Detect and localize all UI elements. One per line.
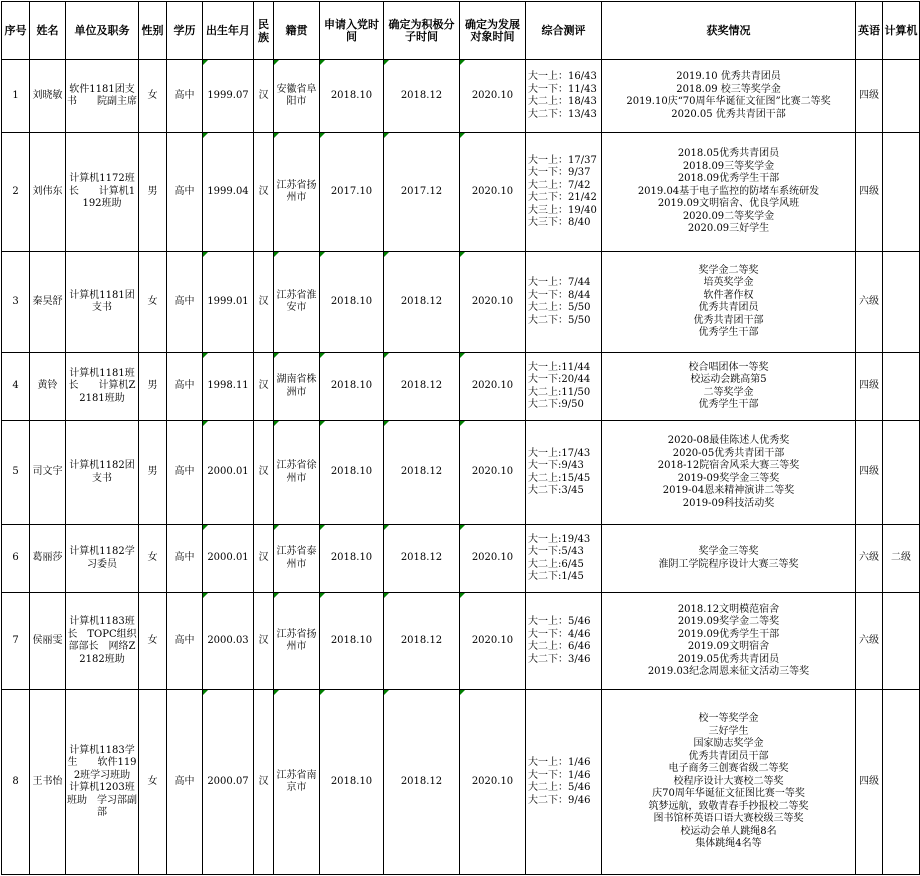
activist-date-cell: 2018.12 [384,421,460,525]
english-level-cell: 六级 [856,593,883,690]
row-number: 2 [2,133,30,252]
party-candidate-table [1,1,920,875]
party-application-date-cell: 2018.10 [320,593,384,690]
awards-cell [602,353,856,421]
header-cell: 性别 [139,2,167,60]
activist-date-cell: 2018.12 [384,525,460,593]
header-cell: 确定为发展对象时间 [460,2,526,60]
evaluation-item: 大二上:11/50 [528,386,591,398]
header-row [2,2,920,60]
evaluation-item: 大一下:5/43 [528,546,584,557]
education-cell: 高中 [167,252,203,353]
evaluation-cell [526,593,602,690]
evaluation-item: 大二下：5/50 [528,314,591,326]
evaluation-item: 大一上：1/46 [528,757,591,768]
activist-date-cell: 2018.12 [384,252,460,353]
birth-date-cell: 2000.07 [203,690,254,875]
award-item: 庆70周年华诞征文征图比赛一等奖 [652,788,805,800]
english-level-cell: 四级 [856,133,883,252]
gender-cell: 男 [139,353,167,421]
row-number: 7 [2,593,30,690]
native-place-cell: 江苏省淮安市 [274,252,320,353]
header-cell: 获奖情况 [602,2,856,60]
evaluation-item: 大二下:1/45 [528,571,584,582]
unit-position-cell: 软件1181团支书 院副主席 [66,60,139,133]
ethnicity-cell: 汉 [254,525,274,593]
award-item: 二等奖学金 [703,386,754,398]
table-row [2,421,920,525]
gender-cell: 女 [139,252,167,353]
evaluation-item: 大一下：9/37 [528,167,591,178]
activist-date-cell: 2018.12 [384,593,460,690]
unit-position-cell: 计算机1182学习委员 [66,525,139,593]
activist-date-cell: 2018.12 [384,60,460,133]
evaluation-cell [526,252,602,353]
header-cell [254,2,274,60]
party-application-date-cell: 2018.10 [320,252,384,353]
award-item: 2018-12院宿舍风采大赛三等奖 [657,460,800,471]
evaluation-item: 大二下：9/46 [528,794,591,806]
row-number: 1 [2,60,30,133]
evaluation-item: 大一下：11/43 [528,83,597,95]
evaluation-item: 大二上:15/45 [528,472,591,484]
native-place-cell: 安徽省阜阳市 [274,60,320,133]
award-item: 2019.10庆“70周年华诞征文征图”比赛二等奖 [626,96,831,107]
award-item: 2020-08最佳陈述人优秀奖 [667,435,790,446]
award-item: 2018.12文明模范宿舍 [677,603,780,615]
computer-level-cell [883,60,920,133]
ethnicity-cell: 汉 [254,252,274,353]
award-item: 淮阴工学院程序设计大赛三等奖 [658,558,799,570]
name-cell: 刘伟东 [30,133,66,252]
ethnicity-cell: 汉 [254,690,274,875]
computer-level-cell [883,593,920,690]
table-row [2,60,920,133]
party-application-date-cell: 2018.10 [320,525,384,593]
award-item: 2019.09文明宿舍 [687,641,770,652]
awards-cell [602,525,856,593]
gender-cell: 男 [139,133,167,252]
award-item: 校合唱团体一等奖 [688,361,769,373]
award-item: 2019-09科技活动奖 [682,497,775,509]
evaluation-item: 大二上：7/42 [528,179,591,191]
evaluation-item: 大一下：4/46 [528,628,591,640]
name-cell: 刘晓敏 [30,60,66,133]
row-number: 4 [2,353,30,421]
award-item: 2018.05优秀共青团员 [677,148,780,160]
header-cell: 计算机 [883,2,920,60]
awards-cell [602,593,856,690]
party-application-date-cell: 2018.10 [320,421,384,525]
award-item: 优秀学生干部 [698,327,759,338]
award-item: 2018.09三等奖学金 [682,160,775,172]
evaluation-cell [526,525,602,593]
english-level-cell: 四级 [856,353,883,421]
activist-date-cell: 2018.12 [384,690,460,875]
development-target-date-cell: 2020.10 [460,133,526,252]
unit-position-cell: 计算机1183班长 TOPC组织部部长 网络Z2182班助 [66,593,139,690]
award-item: 2019.09文明宿舍、优良学风班 [657,198,800,210]
award-item: 2019.03纪念周恩来征文活动三等奖 [647,666,810,677]
table-row [2,525,920,593]
birth-date-cell: 2000.03 [203,593,254,690]
evaluation-item: 大一上：17/37 [528,154,597,166]
evaluation-item: 大二上：5/46 [528,782,591,793]
award-item: 优秀共青团员干部 [688,750,769,762]
award-item: 图书馆杯英语口语大赛校级三等奖 [653,813,804,825]
birth-date-cell: 1999.04 [203,133,254,252]
name-cell: 王书怡 [30,690,66,875]
birth-date-cell: 1998.11 [203,353,254,421]
unit-position-cell: 计算机1172班长 计算机1192班助 [66,133,139,252]
education-cell: 高中 [167,421,203,525]
evaluation-item: 大二下:9/50 [528,399,584,410]
native-place-cell: 江苏省南京市 [274,690,320,875]
english-level-cell: 六级 [856,525,883,593]
native-place-cell: 江苏省扬州市 [274,133,320,252]
name-cell: 秦昊舒 [30,252,66,353]
education-cell: 高中 [167,525,203,593]
computer-level-cell [883,690,920,875]
activist-date-cell: 2018.12 [384,353,460,421]
unit-position-cell: 计算机1183学生 软件1192班学习班助 计算机1203班班助 学习部副部 [66,690,139,875]
table-row [2,252,920,353]
party-application-date-cell: 2018.10 [320,690,384,875]
gender-cell: 女 [139,60,167,133]
award-item: 国家励志奖学金 [693,738,764,750]
award-item: 软件著作权 [703,289,754,301]
evaluation-item: 大一下:9/43 [528,460,584,471]
header-cell: 出生年月 [203,2,254,60]
header-cell: 申请入党时间 [320,2,384,60]
evaluation-cell [526,60,602,133]
native-place-cell: 江苏省泰州市 [274,525,320,593]
award-item: 2019.05优秀共青团员 [677,653,780,665]
row-number: 3 [2,252,30,353]
header-cell: 英语 [856,2,883,60]
development-target-date-cell: 2020.10 [460,252,526,353]
name-cell: 葛丽莎 [30,525,66,593]
computer-level-cell [883,133,920,252]
award-item: 奖学金二等奖 [698,264,759,276]
education-cell: 高中 [167,60,203,133]
english-level-cell: 六级 [856,252,883,353]
name-cell: 侯丽雯 [30,593,66,690]
award-item: 2019.09奖学金二等奖 [677,616,780,627]
award-item: 2020-05优秀共青团干部 [672,447,785,459]
evaluation-item: 大二上:6/45 [528,558,584,570]
unit-position-cell: 计算机1182团支书 [66,421,139,525]
education-cell: 高中 [167,593,203,690]
award-item: 优秀共青团员 [698,302,759,313]
table-row [2,593,920,690]
header-cell: 确定为积极分子时间 [384,2,460,60]
row-number: 8 [2,690,30,875]
evaluation-cell [526,133,602,252]
table-row [2,690,920,875]
row-number: 5 [2,421,30,525]
award-item: 2019-04恩来精神演讲二等奖 [662,485,795,496]
award-item: 优秀学生干部 [698,399,759,410]
activist-date-cell: 2017.12 [384,133,460,252]
evaluation-item: 大一上：7/44 [528,277,591,288]
award-item: 2019.10 优秀共青团员 [676,71,781,82]
evaluation-item: 大一下：1/46 [528,769,591,781]
header-cell: 籍贯 [274,2,320,60]
name-cell: 司文宇 [30,421,66,525]
development-target-date-cell: 2020.10 [460,421,526,525]
evaluation-item: 大一上：16/43 [528,71,597,82]
unit-position-cell: 计算机1181班长 计算机Z2181班助 [66,353,139,421]
awards-cell [602,133,856,252]
evaluation-item: 大二下：13/43 [528,108,597,120]
birth-date-cell: 1999.01 [203,252,254,353]
award-item: 2019-09奖学金三等奖 [677,472,780,484]
award-item: 集体跳绳4名等 [695,838,762,850]
development-target-date-cell: 2020.10 [460,525,526,593]
development-target-date-cell: 2020.10 [460,690,526,875]
award-item: 三好学生 [708,725,749,737]
award-item: 2019.04基于电子监控的防堵车系统研发 [637,185,820,197]
unit-position-cell: 计算机1181团支书 [66,252,139,353]
header-text: 民族 [258,17,269,44]
party-application-date-cell: 2018.10 [320,353,384,421]
header-cell: 综合测评 [526,2,602,60]
gender-cell: 女 [139,690,167,875]
evaluation-item: 大二上：5/50 [528,302,591,313]
evaluation-item: 大一上:17/43 [528,447,591,459]
award-item: 培英奖学金 [703,277,754,288]
native-place-cell: 江苏省扬州市 [274,593,320,690]
party-application-date-cell: 2017.10 [320,133,384,252]
table-row [2,133,920,252]
evaluation-item: 大一上：5/46 [528,616,591,627]
education-cell: 高中 [167,133,203,252]
evaluation-item: 大一下：8/44 [528,289,591,301]
award-item: 优秀共青团干部 [693,314,764,326]
header-cell: 姓名 [30,2,66,60]
evaluation-item: 大二下：3/46 [528,653,591,665]
english-level-cell: 四级 [856,690,883,875]
gender-cell: 男 [139,421,167,525]
evaluation-cell [526,421,602,525]
ethnicity-cell: 汉 [254,133,274,252]
award-item: 校运动会跳高第5 [690,374,767,385]
development-target-date-cell: 2020.10 [460,353,526,421]
development-target-date-cell: 2020.10 [460,60,526,133]
award-item: 2018.09优秀学生干部 [677,173,780,185]
name-cell: 黄铃 [30,353,66,421]
award-item: 校程序设计大赛校二等奖 [673,775,784,787]
header-cell: 学历 [167,2,203,60]
evaluation-item: 大二上：6/46 [528,641,591,652]
native-place-cell: 湖南省株洲市 [274,353,320,421]
award-item: 电子商务三创赛省级二等奖 [668,763,789,775]
evaluation-cell [526,690,602,875]
award-item: 2019.09优秀学生干部 [677,628,780,640]
development-target-date-cell: 2020.10 [460,593,526,690]
education-cell: 高中 [167,690,203,875]
award-item: 筑梦远航，致敬青春手抄报校二等奖 [648,800,809,812]
computer-level-cell: 二级 [883,525,920,593]
computer-level-cell [883,252,920,353]
evaluation-item: 大一下:20/44 [528,374,591,385]
award-item: 2020.09三好学生 [687,223,770,235]
header-cell: 单位及职务 [66,2,139,60]
evaluation-item: 大二下：21/42 [528,192,597,203]
gender-cell: 女 [139,593,167,690]
evaluation-item: 大三下：8/40 [528,217,591,228]
ethnicity-cell: 汉 [254,421,274,525]
english-level-cell: 四级 [856,60,883,133]
birth-date-cell: 1999.07 [203,60,254,133]
gender-cell: 女 [139,525,167,593]
awards-cell [602,252,856,353]
award-item: 校运动会单人跳绳8名 [680,825,777,837]
computer-level-cell [883,353,920,421]
ethnicity-cell: 汉 [254,353,274,421]
table-row [2,353,920,421]
award-item: 2020.09二等奖学金 [682,210,775,222]
evaluation-item: 大三上：19/40 [528,204,597,216]
awards-cell [602,690,856,875]
evaluation-item: 大二下:3/45 [528,485,584,496]
ethnicity-cell: 汉 [254,60,274,133]
award-item: 校一等奖学金 [698,713,759,725]
header-cell: 序号 [2,2,30,60]
awards-cell [602,60,856,133]
evaluation-cell [526,353,602,421]
native-place-cell: 江苏省徐州市 [274,421,320,525]
ethnicity-cell: 汉 [254,593,274,690]
award-item: 奖学金三等奖 [698,546,759,557]
party-application-date-cell: 2018.10 [320,60,384,133]
award-item: 2018.09 校三等奖学金 [676,83,781,95]
evaluation-item: 大二上：18/43 [528,96,597,107]
birth-date-cell: 2000.01 [203,421,254,525]
evaluation-item: 大一上:19/43 [528,533,591,545]
awards-cell [602,421,856,525]
row-number: 6 [2,525,30,593]
birth-date-cell: 2000.01 [203,525,254,593]
award-item: 2020.05 优秀共青团干部 [671,108,786,120]
evaluation-item: 大一上:11/44 [528,361,591,373]
education-cell: 高中 [167,353,203,421]
computer-level-cell [883,421,920,525]
english-level-cell: 四级 [856,421,883,525]
